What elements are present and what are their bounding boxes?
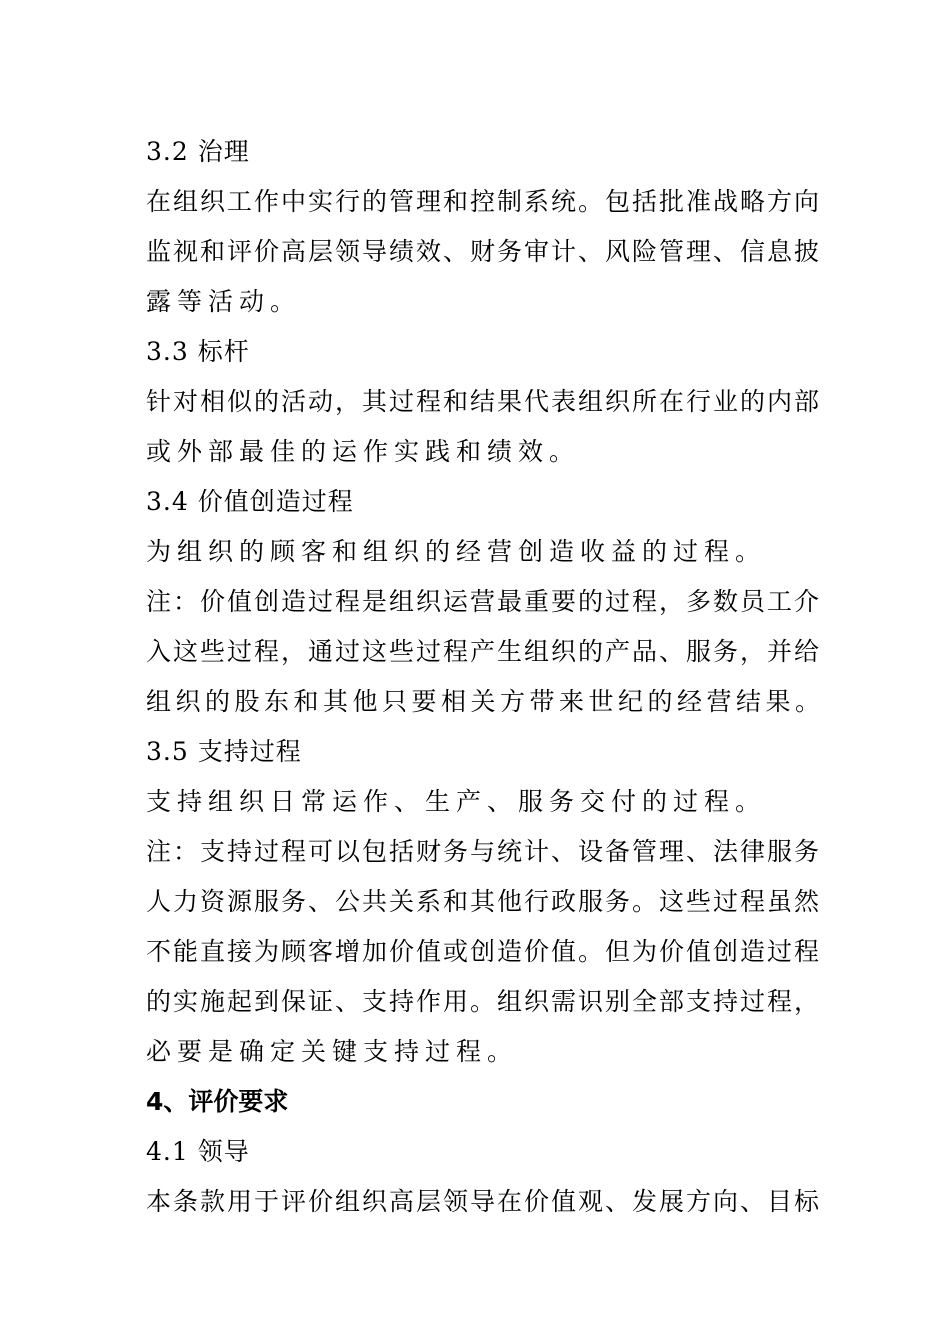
section-heading-4-1: 4.1 领导 xyxy=(146,1137,250,1166)
paragraph-line: 针对相似的活动，其过程和结果代表组织所在行业的内部 xyxy=(146,387,822,416)
note-line: 入这些过程，通过这些过程产生组织的产品、服务，并给 xyxy=(146,637,822,666)
paragraph-line: 监视和评价高层领导绩效、财务审计、风险管理、信息披 xyxy=(146,237,822,266)
paragraph-line: 在组织工作中实行的管理和控制系统。包括批准战略方向 xyxy=(146,187,822,216)
note-line: 组织的股东和其他只要相关方带来世纪的经营结果。 xyxy=(146,687,825,716)
note-line: 必要是确定关键支持过程。 xyxy=(146,1037,519,1066)
section-heading-3-4: 3.4 价值创造过程 xyxy=(146,487,354,516)
paragraph-line: 露等活动。 xyxy=(146,287,302,316)
note-line: 的实施起到保证、支持作用。组织需识别全部支持过程， xyxy=(146,987,822,1016)
paragraph-line: 本条款用于评价组织高层领导在价值观、发展方向、目标 xyxy=(146,1187,822,1216)
paragraph-line: 为组织的顾客和组织的经营创造收益的过程。 xyxy=(146,537,767,566)
note-line: 不能直接为顾客增加价值或创造价值。但为价值创造过程 xyxy=(146,937,822,966)
section-heading-3-5: 3.5 支持过程 xyxy=(146,737,302,766)
note-line: 注：价值创造过程是组织运营最重要的过程，多数员工介 xyxy=(146,587,822,616)
section-heading-4: 4、评价要求 xyxy=(146,1087,289,1116)
paragraph-line: 支持组织日常运作、生产、服务交付的过程。 xyxy=(146,787,767,816)
note-line: 人力资源服务、公共关系和其他行政服务。这些过程虽然 xyxy=(146,887,822,916)
section-heading-3-3: 3.3 标杆 xyxy=(146,337,250,366)
section-heading-3-2: 3.2 治理 xyxy=(146,137,250,166)
paragraph-line: 或外部最佳的运作实践和绩效。 xyxy=(146,437,581,466)
note-line: 注：支持过程可以包括财务与统计、设备管理、法律服务 xyxy=(146,837,822,866)
